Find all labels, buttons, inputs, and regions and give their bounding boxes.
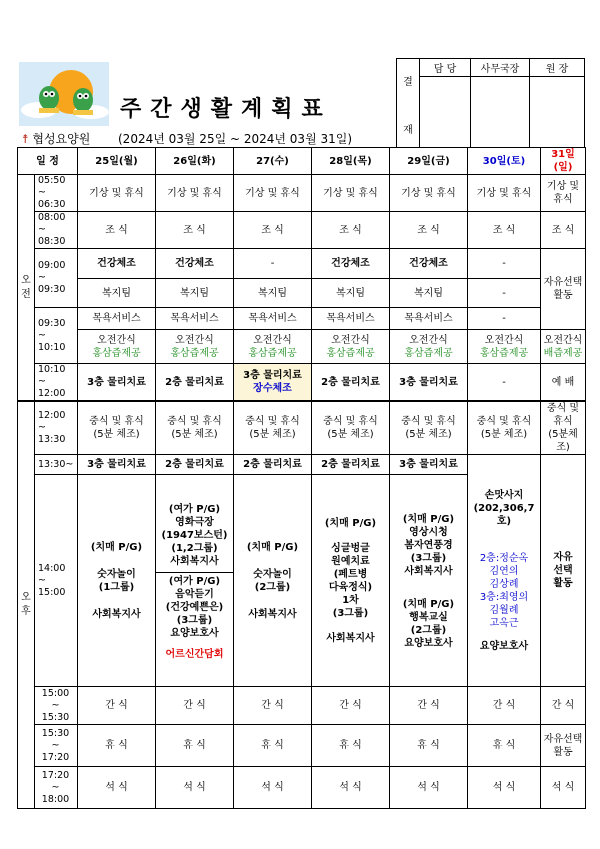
approval-role: 사무국장 [471,59,530,77]
bath-cell: 목욕서비스 [78,308,156,330]
rest-cell: 휴 식 [156,725,234,767]
snack-am-cell: 오전간식 배즙제공 [541,330,586,364]
pt-cell: 3층 물리치료 [78,364,156,402]
time-cell: 09:30 ~ 10:10 [35,308,78,364]
am-label: 오 전 [18,175,35,402]
dinner-cell: 석 식 [541,767,586,809]
rest-cell: 휴 식 [78,725,156,767]
dash-cell: - [234,249,312,279]
rest-cell: 휴 식 [312,725,390,767]
health-cell: 건강체조 [78,249,156,279]
dash-cell: - [468,279,541,308]
time-cell: 14:00 ~ 15:00 [35,475,78,687]
welfare-cell: 복지팀 [78,279,156,308]
signature-cell[interactable] [471,77,530,156]
pm-label: 오 후 [18,401,35,809]
worship-cell: 예 배 [541,364,586,402]
day-header-sat: 30일(토) [468,148,541,175]
bath-cell: 목욕서비스 [156,308,234,330]
dash-cell: - [468,249,541,279]
time-cell: 09:00 ~ 09:30 [35,249,78,308]
pt-cell: 2층 물리치료 [156,455,234,475]
snack-pm-cell: 간 식 [234,687,312,725]
wake-cell: 기상 및 휴식 [234,175,312,212]
health-cell: 건강체조 [390,249,468,279]
wake-cell: 기상 및 휴식 [541,175,586,212]
dash-cell: - [468,308,541,330]
snack-am-cell: 오전간식 홍삼즙제공 [468,330,541,364]
time-cell: 17:20 ~ 18:00 [35,767,78,809]
dinner-cell: 석 식 [312,767,390,809]
approval-label: 결 재 [397,59,420,156]
lunch-cell: 중식 및 휴식 (5분 체조) [390,401,468,455]
dinner-cell: 석 식 [234,767,312,809]
breakfast-cell: 조 식 [541,212,586,249]
pt-cell: 3층 물리치료 장수체조 [234,364,312,402]
logo-image [19,62,109,126]
rest-cell: 휴 식 [234,725,312,767]
breakfast-cell: 조 식 [468,212,541,249]
period-label: (2024년 03월 25일 ~ 2024년 03월 31일) [118,132,353,146]
pt-cell: 2층 물리치료 [156,364,234,402]
time-cell: 13:30~ [35,455,78,475]
breakfast-cell: 조 식 [390,212,468,249]
dash-cell: - [468,364,541,402]
approval-box [396,58,585,156]
wake-cell: 기상 및 휴식 [468,175,541,212]
bath-cell: 목욕서비스 [390,308,468,330]
pt-cell: 3층 물리치료 [78,455,156,475]
free-activity-cell: 자유선택 활동 [541,725,586,767]
snack-am-cell: 오전간식 홍삼즙제공 [78,330,156,364]
breakfast-cell: 조 식 [234,212,312,249]
free-activity-cell: 자유선택 활동 [541,249,586,330]
bath-cell: 목욕서비스 [234,308,312,330]
time-cell: 15:00 ~ 15:30 [35,687,78,725]
snack-pm-cell: 간 식 [78,687,156,725]
welfare-cell: 복지팀 [312,279,390,308]
welfare-cell: 복지팀 [390,279,468,308]
corner-header: 일 정 [18,148,78,175]
rest-cell: 휴 식 [468,725,541,767]
free-activity-cell: 자유 선택 활동 [541,455,586,687]
dinner-cell: 석 식 [78,767,156,809]
snack-am-cell: 오전간식 홍삼즙제공 [390,330,468,364]
breakfast-cell: 조 식 [156,212,234,249]
snack-pm-cell: 간 식 [312,687,390,725]
program-cell-wed: (치매 P/G) 숫자놀이 (2그룹) 사회복지사 [234,475,312,687]
lunch-cell: 중식 및 휴식 (5분 체조) [312,401,390,455]
wake-cell: 기상 및 휴식 [390,175,468,212]
snack-am-cell: 오전간식 홍삼즙제공 [156,330,234,364]
signature-cell[interactable] [530,77,585,156]
rest-cell: 휴 식 [390,725,468,767]
snack-am-cell: 오전간식 홍삼즙제공 [234,330,312,364]
time-cell: 15:30 ~ 17:20 [35,725,78,767]
time-cell: 05:50 ~ 06:30 [35,175,78,212]
lunch-cell: 중식 및 휴식 (5분 체조) [78,401,156,455]
day-header-sun: 31일(일) [541,148,586,175]
program-cell-tue: (여가 P/G) 영화극장 (1947보스턴) (1,2그룹) 사회복지사 (여가 P/G) 음악듣기 (건강예쁜은) (3그룹) 요양보호사 어르신간담회 [156,475,234,687]
pt-cell: 3층 물리치료 [390,455,468,475]
dinner-cell: 석 식 [390,767,468,809]
org-name: ☨ 협성요양원 [22,132,91,146]
approval-role: 원 장 [530,59,585,77]
pt-cell: 2층 물리치료 [312,455,390,475]
bath-cell: 목욕서비스 [312,308,390,330]
page-title: 주간생활계획표 [120,97,332,122]
lunch-cell: 중식 및 휴식 (5분 체조) [234,401,312,455]
snack-pm-cell: 간 식 [541,687,586,725]
health-cell: 건강체조 [156,249,234,279]
pt-cell: 2층 물리치료 [312,364,390,402]
time-cell: 08:00 ~ 08:30 [35,212,78,249]
schedule-table [17,147,586,809]
dinner-cell: 석 식 [468,767,541,809]
dinner-cell: 석 식 [156,767,234,809]
program-cell-thu: (치매 P/G) 싱글벙글 원예치료 (페트병 다육정식) 1차 (3그룹) 사회복지사 [312,475,390,687]
wake-cell: 기상 및 휴식 [78,175,156,212]
time-cell: 12:00 ~ 13:30 [35,401,78,455]
day-header-thu: 28일(목) [312,148,390,175]
org-icon: ☨ [22,132,29,146]
day-header-fri: 29일(금) [390,148,468,175]
health-cell: 건강체조 [312,249,390,279]
snack-pm-cell: 간 식 [390,687,468,725]
lunch-cell: 중식 및 휴식 (5분체조) [541,401,586,455]
day-header-mon: 25일(월) [78,148,156,175]
day-header-tue: 26일(화) [156,148,234,175]
lunch-cell: 중식 및 휴식 (5분 체조) [156,401,234,455]
approval-role: 담 당 [420,59,471,77]
program-cell-mon: (치매 P/G) 숫자놀이 (1그룹) 사회복지사 [78,475,156,687]
breakfast-cell: 조 식 [78,212,156,249]
welfare-cell: 복지팀 [234,279,312,308]
welfare-cell: 복지팀 [156,279,234,308]
breakfast-cell: 조 식 [312,212,390,249]
wake-cell: 기상 및 휴식 [312,175,390,212]
program-cell-fri: (치매 P/G) 영상시청 봄자연풍경 (3그룹) 사회복지사 (치매 P/G) 행복교실 (2그룹) 요양보호사 [390,475,468,687]
signature-cell[interactable] [420,77,471,156]
pt-cell: 3층 물리치료 [390,364,468,402]
snack-am-cell: 오전간식 홍삼즙제공 [312,330,390,364]
snack-pm-cell: 간 식 [468,687,541,725]
massage-program-cell: 손맛사지 (202,306,7 호) 2층:정순옥 김연의 김상례 3층:최영의 김월례 고옥근 요양보호사 [468,455,541,687]
day-header-wed: 27(수) [234,148,312,175]
lunch-cell: 중식 및 휴식 (5분 체조) [468,401,541,455]
wake-cell: 기상 및 휴식 [156,175,234,212]
pt-cell: 2층 물리치료 [234,455,312,475]
time-cell: 10:10 ~ 12:00 [35,364,78,402]
snack-pm-cell: 간 식 [156,687,234,725]
